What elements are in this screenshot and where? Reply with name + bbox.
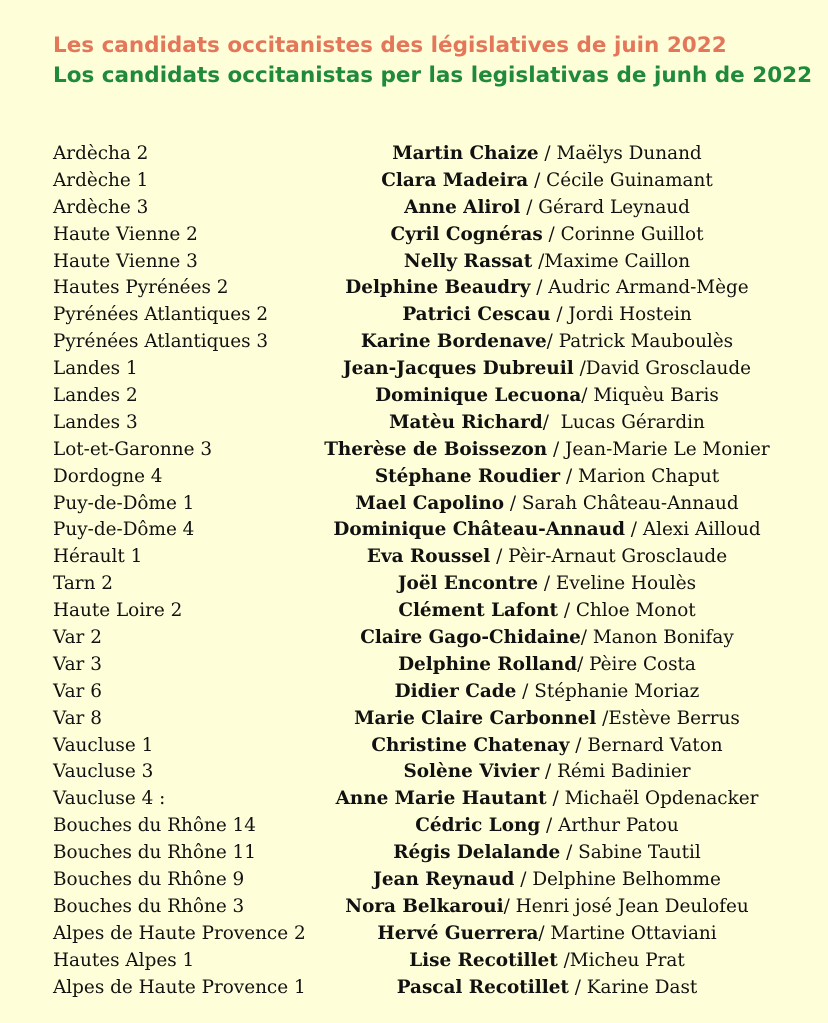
candidate-name: Clément Lafont [398,600,558,622]
substitute-name: Jordi Hostein [568,304,692,326]
substitute-name: Estève Berrus [608,707,740,729]
constituency: Bouches du Rhône 11 [53,842,256,864]
list-item [0,840,828,867]
substitute-name: Sarah Château-Annaud [521,492,739,514]
list-item [0,706,828,733]
list-item [0,625,828,652]
candidates [0,733,828,760]
separator: / [528,169,547,191]
candidates [0,195,828,222]
substitute-name: Chloe Monot [575,600,696,622]
separator: / [532,250,545,272]
substitute-name: Delphine Belhomme [532,869,721,891]
candidates [0,222,828,249]
candidate-name: Cyril Cognéras [390,223,543,245]
separator: / [538,573,556,595]
constituency: Puy-de-Dôme 1 [53,492,195,514]
list-item [0,302,828,329]
list-item [0,786,828,813]
substitute-name: Martine Ottaviani [550,922,717,944]
substitute-name: Maxime Caillon [544,250,691,272]
candidate-name: Therèse de Boissezon [324,438,548,460]
candidates [0,491,828,518]
list-item [0,222,828,249]
candidates [0,706,828,733]
candidate-name: Pascal Recotillet [396,976,569,998]
candidates [0,329,828,356]
candidate-name: Clara Madeira [381,169,529,191]
candidate-name: Nelly Rassat [403,250,533,272]
separator: / [581,385,594,407]
separator: / [624,519,643,541]
substitute-name: Karine Dast [586,976,698,998]
separator: / [542,411,561,433]
constituency: Ardèche 1 [53,169,149,191]
constituency: Landes 3 [53,411,138,433]
candidates [0,517,828,544]
candidate-name: Cédric Long [415,815,541,837]
constituency: Vaucluse 1 [53,734,154,756]
list-item [0,813,828,840]
list-item [0,168,828,195]
candidates [0,249,828,276]
candidate-name: Solène Vivier [403,761,540,783]
constituency: Pyrénées Atlantiques 3 [53,331,269,353]
constituency: Dordogne 4 [53,465,163,487]
substitute-name: Henri josé Jean Deulofeu [515,895,749,917]
candidate-name: Hervé Guerrera [377,922,539,944]
list-item [0,491,828,518]
separator: / [550,304,569,326]
candidate-name: Jean Reynaud [373,869,515,891]
constituency: Lot-et-Garonne 3 [53,438,213,460]
substitute-name: Eveline Houlès [555,573,697,595]
constituency: Landes 2 [53,385,138,407]
candidate-name: Régis Delalande [393,842,561,864]
candidates [0,948,828,975]
separator: / [577,653,590,675]
constituency: Haute Vienne 2 [53,223,198,245]
list-item [0,598,828,625]
constituency: Var 3 [53,653,102,675]
constituency: Landes 1 [53,358,138,380]
separator: / [569,734,588,756]
separator: / [539,761,558,783]
list-item [0,921,828,948]
constituency: Hautes Pyrénées 2 [53,277,229,299]
substitute-name: Maëlys Dunand [556,143,702,164]
constituency: Tarn 2 [53,573,113,595]
candidates [0,141,828,168]
substitute-name: Sabine Tautil [578,842,701,864]
title-french: Les candidats occitanistes des législatives de juin 2022 [53,33,727,58]
substitute-name: Pèir-Arnaut Grosclaude [508,546,728,568]
separator: / [538,922,551,944]
candidate-name: Joël Encontre [397,573,539,595]
title-occitan: Los candidats occitanistas per las legislativas de junh de 2022 [53,63,813,88]
list-item [0,867,828,894]
substitute-name: Micheu Prat [569,949,685,971]
constituency: Hérault 1 [53,546,143,568]
constituency: Puy-de-Dôme 4 [53,519,195,541]
separator: / [568,976,587,998]
list-item [0,733,828,760]
candidate-name: Anne Alirol [404,196,521,218]
list-item [0,517,828,544]
candidates [0,544,828,571]
constituency: Var 6 [53,680,102,702]
candidate-name: Claire Gago-Chidaine [360,627,581,649]
separator: / [557,600,576,622]
list-item [0,464,828,491]
substitute-name: Rémi Badinier [557,761,691,783]
candidate-name: Patrici Cescau [402,304,551,326]
candidate-name: Karine Bordenave [360,331,547,353]
constituency: Pyrénées Atlantiques 2 [53,304,269,326]
candidates [0,410,828,437]
list-item [0,894,828,921]
separator: / [546,331,559,353]
substitute-name: Manon Bonifay [592,627,734,649]
candidate-name: Stéphane Roudier [374,465,561,487]
constituency: Ardècha 2 [53,143,149,164]
constituency: Hautes Alpes 1 [53,949,195,971]
separator: / [596,707,609,729]
substitute-name: Gérard Leynaud [538,196,690,218]
candidate-name: Matèu Richard [389,411,543,433]
candidate-name: Christine Chatenay [371,734,570,756]
constituency: Alpes de Haute Provence 2 [53,922,306,944]
list-item [0,437,828,464]
candidate-name: Nora Belkaroui [345,895,504,917]
candidates [0,571,828,598]
separator: / [560,842,579,864]
candidates [0,356,828,383]
candidate-name: Delphine Rolland [398,653,578,675]
constituency: Vaucluse 4 : [53,788,166,810]
candidates [0,894,828,921]
candidates-list [0,141,828,1002]
constituency: Bouches du Rhône 9 [53,869,245,891]
separator: / [530,277,549,299]
list-item [0,544,828,571]
separator: / [557,949,570,971]
separator: / [542,223,561,245]
candidate-name: Marie Claire Carbonnel [354,707,597,729]
list-item [0,275,828,302]
substitute-name: Alexi Ailloud [642,519,761,541]
list-item [0,652,828,679]
candidate-name: Dominique Lecuona [375,385,582,407]
candidates [0,383,828,410]
list-item [0,759,828,786]
separator: / [490,546,509,568]
candidate-name: Jean-Jacques Dubreuil [342,358,574,380]
list-item [0,141,828,168]
candidate-name: Anne Marie Hautant [335,788,547,810]
substitute-name: Marion Chaput [578,465,720,487]
candidates [0,302,828,329]
separator: / [504,492,522,514]
candidates [0,759,828,786]
substitute-name: Jean-Marie Le Monier [565,438,770,460]
candidates [0,168,828,195]
candidates [0,679,828,706]
separator: / [538,143,557,164]
candidates [0,598,828,625]
constituency: Ardèche 3 [53,196,149,218]
separator: / [514,869,533,891]
list-item [0,195,828,222]
constituency: Var 2 [53,627,102,649]
candidate-name: Eva Roussel [366,546,491,568]
candidates [0,813,828,840]
list-item [0,383,828,410]
list-item [0,948,828,975]
candidates [0,275,828,302]
candidates [0,625,828,652]
substitute-name: Audric Armand-Mège [548,277,749,299]
candidates [0,652,828,679]
candidates [0,921,828,948]
candidates [0,464,828,491]
candidate-name: Dominique Château-Annaud [333,519,625,541]
separator: / [516,680,535,702]
substitute-name: Michaël Opdenacker [564,788,759,810]
constituency: Bouches du Rhône 3 [53,895,245,917]
candidates [0,867,828,894]
separator: / [520,196,539,218]
list-item [0,679,828,706]
substitute-name: Bernard Vaton [587,734,723,756]
substitute-name: Lucas Gérardin [560,411,705,433]
separator: / [580,627,593,649]
substitute-name: Miquèu Baris [593,385,719,407]
substitute-name: Cécile Guinamant [546,169,713,191]
list-item [0,571,828,598]
list-item [0,975,828,1002]
substitute-name: Patrick Mauboulès [558,331,734,353]
candidates [0,786,828,813]
substitute-name: Arthur Patou [558,815,679,837]
substitute-name: Corinne Guillot [560,223,704,245]
separator: / [547,438,565,460]
candidate-name: Didier Cade [394,680,517,702]
candidate-name: Lise Recotillet [409,949,558,971]
candidate-name: Mael Capolino [355,492,504,514]
constituency: Alpes de Haute Provence 1 [53,976,306,998]
list-item [0,356,828,383]
constituency: Vaucluse 3 [53,761,154,783]
candidates [0,437,828,464]
constituency: Haute Loire 2 [53,600,183,622]
list-item [0,410,828,437]
list-item [0,329,828,356]
constituency: Bouches du Rhône 14 [53,815,256,837]
separator: / [573,358,586,380]
constituency: Haute Vienne 3 [53,250,198,272]
substitute-name: Pèire Costa [589,653,696,675]
candidate-name: Martin Chaize [392,143,539,164]
substitute-name: David Grosclaude [585,358,752,380]
separator: / [503,895,516,917]
separator: / [560,465,579,487]
constituency: Var 8 [53,707,102,729]
list-item [0,249,828,276]
candidates [0,840,828,867]
candidate-name: Delphine Beaudry [345,277,531,299]
candidates [0,975,828,1002]
separator: / [546,788,565,810]
separator: / [540,815,559,837]
substitute-name: Stéphanie Moriaz [534,680,700,702]
